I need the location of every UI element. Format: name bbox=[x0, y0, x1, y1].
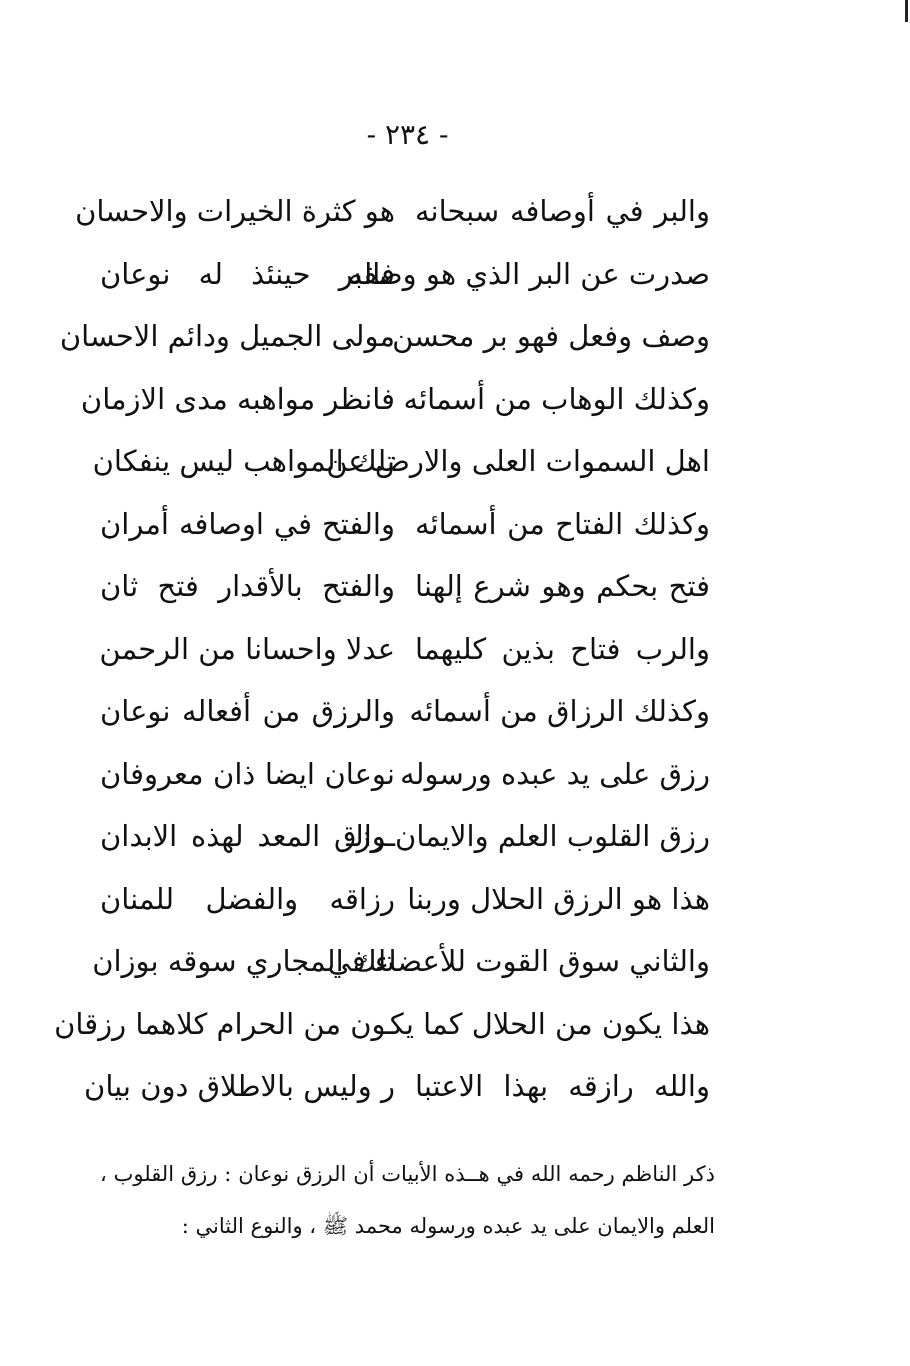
verse bbox=[100, 680, 710, 743]
verse-first-hemistich: وكذلك الوهاب من أسمائه bbox=[403, 381, 710, 416]
verse bbox=[100, 743, 710, 806]
footnote: ذكر الناظم رحمه الله في هــذه الأبيات أن الرزق نوعان : رزق القلوب ، العلم والايمان على يد عبده ورسوله محمد ﷺ ، والنوع الثاني : bbox=[100, 1162, 715, 1238]
verse-first-hemistich: والله رازقه بهذا الاعتبا bbox=[415, 1069, 710, 1104]
verse bbox=[59, 305, 710, 368]
verse-second-hemistich: والفتح بالأقدار فتح ثان bbox=[100, 569, 395, 604]
verse-first-hemistich: وكذلك الفتاح من أسمائه bbox=[415, 506, 710, 541]
verse-second-hemistich: والرزق من أفعاله نوعان bbox=[100, 694, 395, 729]
verse-second-hemistich: مولى الجميل ودائم الاحسان bbox=[59, 319, 395, 354]
verse-first-hemistich: رزق على يد عبده ورسوله bbox=[400, 756, 710, 791]
verse-second-hemistich: عدلا واحسانا من الرحمن bbox=[99, 631, 395, 666]
verse-second-hemistich: نوعان ايضا ذان معروفان bbox=[100, 756, 395, 791]
verse-second-hemistich: تلك المواهب ليس ينفكان bbox=[92, 444, 395, 479]
verse bbox=[100, 868, 710, 931]
verse-first-hemistich: والرب فتاح بذين كليهما bbox=[415, 631, 710, 666]
verse-second-hemistich: تلك المجاري سوقه بوزان bbox=[92, 944, 395, 979]
verse bbox=[84, 1055, 710, 1118]
verse-second-hemistich: هو كثرة الخيرات والاحسان bbox=[75, 194, 395, 229]
verse bbox=[80, 368, 710, 431]
poem bbox=[54, 180, 710, 1118]
verse-second-hemistich: ـون من الحرام كلاهما رزقان bbox=[54, 1006, 395, 1041]
verse bbox=[100, 493, 710, 556]
verse bbox=[100, 618, 710, 681]
verse-first-hemistich: رزق القلوب العلم والايمان والـ bbox=[346, 819, 710, 854]
verse-first-hemistich: هذا هو الرزق الحلال وربنا bbox=[407, 881, 710, 916]
verse bbox=[100, 243, 710, 306]
verse-first-hemistich: والبر في أوصافه سبحانه bbox=[415, 194, 710, 229]
verse-second-hemistich: فانظر مواهبه مدى الازمان bbox=[80, 381, 395, 416]
verse bbox=[75, 180, 710, 243]
verse-first-hemistich: والثاني سوق القوت للأعضاء في bbox=[327, 944, 710, 979]
verse bbox=[54, 993, 710, 1056]
verse-second-hemistich: ـرزق المعد لهذه الابدان bbox=[100, 819, 395, 854]
verse-first-hemistich: صدرت عن البر الذي هو وصفه bbox=[347, 256, 710, 291]
verse-first-hemistich: هذا يكون من الحلال كما يكـ bbox=[381, 1006, 710, 1041]
verse-first-hemistich: وكذلك الرزاق من أسمائه bbox=[409, 694, 710, 729]
verse-second-hemistich: ر وليس بالاطلاق دون بيان bbox=[84, 1069, 395, 1104]
verse-first-hemistich: اهل السموات العلى والارض عن bbox=[326, 444, 710, 479]
verse bbox=[92, 430, 710, 493]
verse bbox=[92, 930, 710, 993]
page-number: - ٢٣٤ - bbox=[366, 118, 449, 151]
verse-second-hemistich: رزاقه والفضل للمنان bbox=[100, 881, 395, 916]
verse-second-hemistich: فالبر حينئذ له نوعان bbox=[100, 256, 395, 291]
corner-mark bbox=[905, 0, 908, 22]
verse bbox=[100, 555, 710, 618]
verse-first-hemistich: وصف وفعل فهو بر محسن bbox=[392, 319, 710, 354]
verse-first-hemistich: فتح بحكم وهو شرع إلهنا bbox=[415, 569, 710, 604]
verse bbox=[100, 805, 710, 868]
verse-second-hemistich: والفتح في اوصافه أمران bbox=[100, 506, 395, 541]
